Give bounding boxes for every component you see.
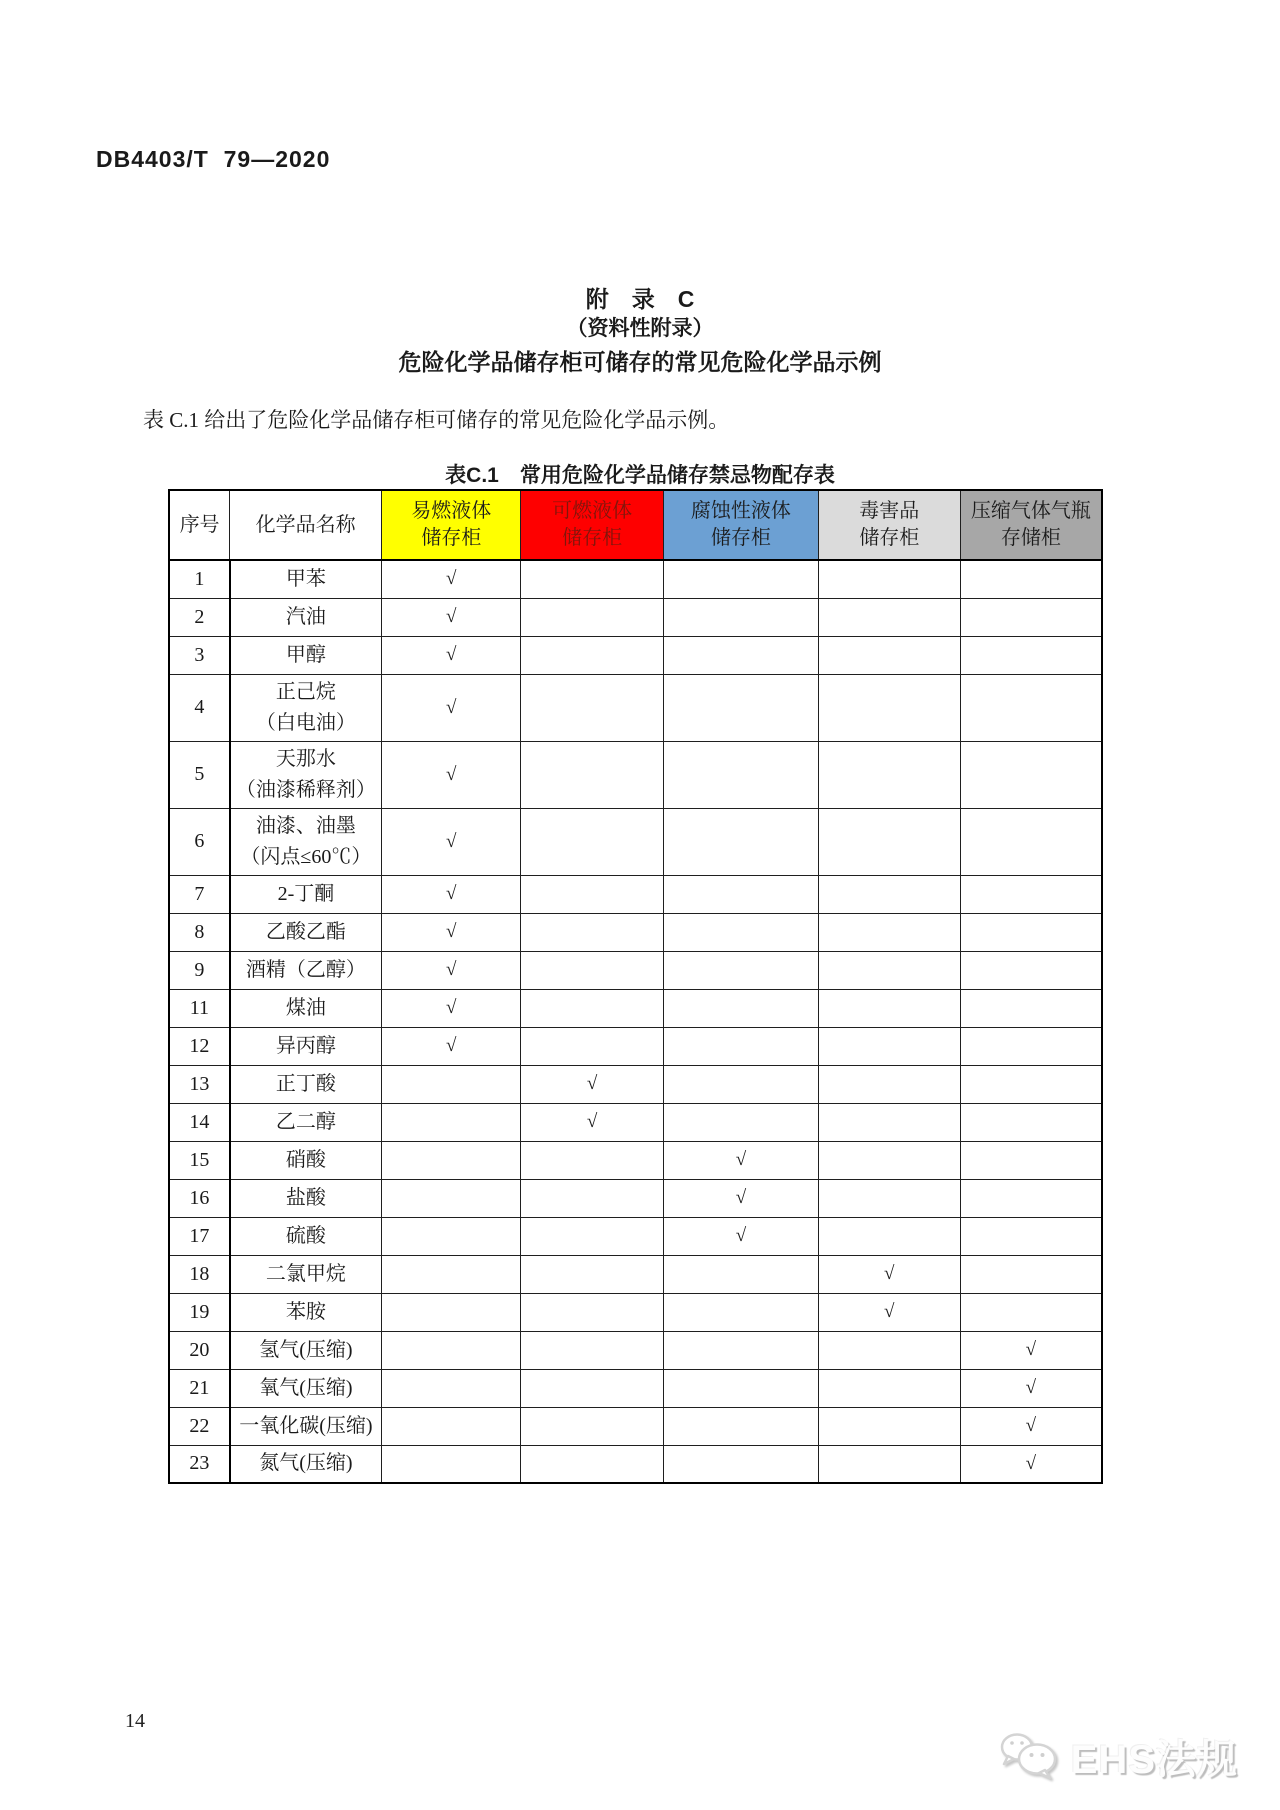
- empty-cell: [818, 560, 960, 598]
- check-mark-cell: √: [663, 1141, 818, 1179]
- empty-cell: [818, 875, 960, 913]
- empty-cell: [960, 598, 1102, 636]
- empty-cell: [818, 1445, 960, 1483]
- chemical-name-line: 氢气(压缩): [259, 1338, 353, 1361]
- table-row: [169, 808, 1102, 875]
- column-header-line: 存储柜: [1000, 527, 1061, 549]
- chemical-name-line: 硝酸: [285, 1148, 326, 1171]
- empty-cell: [521, 636, 664, 674]
- empty-cell: [521, 1293, 664, 1331]
- check-mark-cell: √: [663, 1179, 818, 1217]
- chemical-name-cell: [230, 1331, 382, 1369]
- empty-cell: [663, 1331, 818, 1369]
- chemical-name-line: 酒精（乙醇）: [245, 958, 366, 981]
- chemical-name-line: 正己烷: [275, 680, 336, 703]
- column-header-line: 储存柜: [859, 527, 920, 549]
- empty-cell: [818, 1407, 960, 1445]
- table-row: [169, 1369, 1102, 1407]
- chemical-name-line: 甲苯: [285, 567, 326, 590]
- check-mark-cell: √: [382, 875, 521, 913]
- column-header-compressed: [960, 490, 1102, 560]
- chemical-name-line: 煤油: [285, 996, 326, 1019]
- table-row: [169, 1445, 1102, 1483]
- empty-cell: [521, 989, 664, 1027]
- table-row: [169, 1407, 1102, 1445]
- empty-cell: [663, 1065, 818, 1103]
- check-mark-cell: √: [382, 989, 521, 1027]
- check-mark-cell: √: [818, 1255, 960, 1293]
- empty-cell: [960, 989, 1102, 1027]
- empty-cell: [663, 560, 818, 598]
- empty-cell: [960, 1027, 1102, 1065]
- empty-cell: [818, 1065, 960, 1103]
- column-header-flammable: [382, 490, 521, 560]
- empty-cell: [382, 1217, 521, 1255]
- row-number-cell: 6: [169, 808, 230, 875]
- empty-cell: [382, 1103, 521, 1141]
- document-code: DB4403/T 79—2020: [96, 146, 331, 172]
- table-row: [169, 560, 1102, 598]
- empty-cell: [663, 1293, 818, 1331]
- empty-cell: [521, 1179, 664, 1217]
- table-row: [169, 1103, 1102, 1141]
- empty-cell: [521, 808, 664, 875]
- empty-cell: [960, 1103, 1102, 1141]
- table-header-row: [169, 490, 1102, 560]
- empty-cell: [960, 1141, 1102, 1179]
- chemical-name-cell: [230, 808, 382, 875]
- empty-cell: [382, 1179, 521, 1217]
- row-number-cell: 5: [169, 741, 230, 808]
- row-number-cell: 11: [169, 989, 230, 1027]
- table-row: [169, 913, 1102, 951]
- check-mark-cell: √: [382, 808, 521, 875]
- table-row: [169, 1331, 1102, 1369]
- check-mark-cell: √: [960, 1407, 1102, 1445]
- chemical-name-line: 乙酸乙酯: [265, 920, 346, 943]
- row-number-cell: 17: [169, 1217, 230, 1255]
- chemical-name-line: （闪点≤60℃）: [240, 845, 372, 868]
- column-header-toxic: [818, 490, 960, 560]
- chemical-name-line: 乙二醇: [275, 1110, 336, 1133]
- empty-cell: [818, 913, 960, 951]
- empty-cell: [818, 598, 960, 636]
- chemical-name-cell: [230, 1445, 382, 1483]
- table-row: [169, 598, 1102, 636]
- chemical-name-cell: [230, 951, 382, 989]
- watermark: [995, 1730, 1238, 1782]
- row-number-cell: 18: [169, 1255, 230, 1293]
- check-mark-cell: √: [382, 636, 521, 674]
- wechat-logo-icon: [995, 1731, 1063, 1781]
- chemical-name-cell: [230, 875, 382, 913]
- empty-cell: [521, 560, 664, 598]
- empty-cell: [521, 1027, 664, 1065]
- table-row: [169, 741, 1102, 808]
- empty-cell: [521, 1255, 664, 1293]
- empty-cell: [521, 951, 664, 989]
- empty-cell: [521, 1141, 664, 1179]
- chemical-name-cell: [230, 1103, 382, 1141]
- chemical-name-line: （白电油）: [255, 711, 356, 734]
- row-number-cell: 14: [169, 1103, 230, 1141]
- empty-cell: [521, 598, 664, 636]
- empty-cell: [382, 1141, 521, 1179]
- chemical-name-cell: [230, 1141, 382, 1179]
- row-number-cell: 7: [169, 875, 230, 913]
- empty-cell: [521, 741, 664, 808]
- row-number-cell: 1: [169, 560, 230, 598]
- column-header-combustible: [521, 490, 664, 560]
- check-mark-cell: √: [663, 1217, 818, 1255]
- page-number: 14: [125, 1710, 145, 1732]
- table-row: [169, 674, 1102, 741]
- chemical-name-cell: [230, 1255, 382, 1293]
- empty-cell: [382, 1369, 521, 1407]
- empty-cell: [818, 1103, 960, 1141]
- empty-cell: [960, 1065, 1102, 1103]
- empty-cell: [663, 636, 818, 674]
- appendix-heading: 附 录 C: [585, 286, 695, 312]
- empty-cell: [663, 1103, 818, 1141]
- check-mark-cell: √: [960, 1369, 1102, 1407]
- table-row: [169, 1179, 1102, 1217]
- chemical-name-line: 苯胺: [285, 1300, 326, 1323]
- empty-cell: [818, 1027, 960, 1065]
- empty-cell: [382, 1331, 521, 1369]
- chemical-name-line: 天那水: [275, 747, 336, 770]
- empty-cell: [818, 808, 960, 875]
- check-mark-cell: √: [818, 1293, 960, 1331]
- empty-cell: [521, 1407, 664, 1445]
- chemical-name-cell: [230, 1027, 382, 1065]
- chemical-name-line: 异丙醇: [275, 1034, 336, 1057]
- check-mark-cell: √: [382, 951, 521, 989]
- empty-cell: [663, 1027, 818, 1065]
- empty-cell: [960, 1217, 1102, 1255]
- table-row: [169, 636, 1102, 674]
- empty-cell: [521, 674, 664, 741]
- empty-cell: [382, 1065, 521, 1103]
- chemical-name-cell: [230, 741, 382, 808]
- empty-cell: [521, 1369, 664, 1407]
- chemical-name-line: 2-丁酮: [277, 882, 335, 905]
- empty-cell: [960, 913, 1102, 951]
- check-mark-cell: √: [960, 1445, 1102, 1483]
- chemical-name-line: 正丁酸: [275, 1072, 336, 1095]
- empty-cell: [663, 808, 818, 875]
- column-header-corrosive: [663, 490, 818, 560]
- chemical-name-cell: [230, 1179, 382, 1217]
- chemical-name-cell: [230, 1407, 382, 1445]
- chemical-name-line: 盐酸: [285, 1186, 326, 1209]
- row-number-cell: 8: [169, 913, 230, 951]
- check-mark-cell: √: [382, 1027, 521, 1065]
- chemical-name-line: 氮气(压缩): [259, 1452, 353, 1475]
- column-header-line: 序号: [179, 513, 220, 536]
- empty-cell: [663, 1407, 818, 1445]
- empty-cell: [818, 1217, 960, 1255]
- column-header-line: 储存柜: [710, 527, 771, 549]
- empty-cell: [960, 560, 1102, 598]
- table-caption: 表C.1 常用危险化学品储存禁忌物配存表: [445, 464, 835, 487]
- row-number-cell: 16: [169, 1179, 230, 1217]
- empty-cell: [818, 674, 960, 741]
- empty-cell: [818, 1141, 960, 1179]
- chemical-name-line: 硫酸: [285, 1224, 326, 1247]
- empty-cell: [382, 1255, 521, 1293]
- empty-cell: [663, 913, 818, 951]
- column-header-name: [230, 490, 382, 560]
- table-row: [169, 1065, 1102, 1103]
- empty-cell: [960, 1179, 1102, 1217]
- chemical-name-line: 油漆、油墨: [255, 814, 356, 837]
- chemical-name-cell: [230, 1217, 382, 1255]
- row-number-cell: 19: [169, 1293, 230, 1331]
- empty-cell: [960, 741, 1102, 808]
- appendix-title: 危险化学品储存柜可储存的常见危险化学品示例: [398, 349, 882, 375]
- check-mark-cell: √: [382, 674, 521, 741]
- chemical-name-line: 氧气(压缩): [259, 1376, 353, 1399]
- column-header-line: 化学品名称: [255, 513, 356, 536]
- empty-cell: [818, 1179, 960, 1217]
- check-mark-cell: √: [382, 560, 521, 598]
- appendix-subheading: （资料性附录）: [566, 317, 714, 340]
- empty-cell: [663, 741, 818, 808]
- row-number-cell: 15: [169, 1141, 230, 1179]
- row-number-cell: 12: [169, 1027, 230, 1065]
- column-header-line: 压缩气体气瓶: [970, 500, 1091, 522]
- empty-cell: [960, 951, 1102, 989]
- empty-cell: [382, 1407, 521, 1445]
- column-header-line: 储存柜: [562, 527, 623, 549]
- empty-cell: [663, 951, 818, 989]
- table-row: [169, 989, 1102, 1027]
- chemical-name-cell: [230, 560, 382, 598]
- column-header-line: 易燃液体: [411, 500, 492, 522]
- table-row: [169, 1255, 1102, 1293]
- row-number-cell: 21: [169, 1369, 230, 1407]
- row-number-cell: 9: [169, 951, 230, 989]
- empty-cell: [382, 1293, 521, 1331]
- empty-cell: [382, 1445, 521, 1483]
- empty-cell: [663, 674, 818, 741]
- empty-cell: [960, 636, 1102, 674]
- watermark-label: EHS法规: [1070, 1737, 1238, 1782]
- check-mark-cell: √: [382, 913, 521, 951]
- empty-cell: [818, 1331, 960, 1369]
- column-header-line: 储存柜: [421, 527, 482, 549]
- chemical-name-cell: [230, 1369, 382, 1407]
- empty-cell: [818, 951, 960, 989]
- empty-cell: [960, 1293, 1102, 1331]
- chemical-name-line: 甲醇: [285, 643, 326, 666]
- chemical-name-line: 一氧化碳(压缩): [239, 1414, 373, 1437]
- row-number-cell: 13: [169, 1065, 230, 1103]
- empty-cell: [818, 1369, 960, 1407]
- empty-cell: [818, 636, 960, 674]
- chemical-name-cell: [230, 1293, 382, 1331]
- empty-cell: [663, 1445, 818, 1483]
- empty-cell: [521, 913, 664, 951]
- chemical-name-line: 二氯甲烷: [265, 1262, 346, 1285]
- chemical-name-line: 汽油: [285, 605, 326, 628]
- table-row: [169, 1141, 1102, 1179]
- empty-cell: [818, 989, 960, 1027]
- table-header: [169, 490, 1102, 560]
- chemical-name-line: （油漆稀释剂）: [235, 778, 376, 801]
- column-header-line: 毒害品: [859, 500, 920, 522]
- empty-cell: [663, 875, 818, 913]
- row-number-cell: 3: [169, 636, 230, 674]
- chemical-name-cell: [230, 989, 382, 1027]
- empty-cell: [663, 1369, 818, 1407]
- table-row: [169, 1217, 1102, 1255]
- row-number-cell: 2: [169, 598, 230, 636]
- empty-cell: [663, 598, 818, 636]
- intro-paragraph: 表 C.1 给出了危险化学品储存柜可储存的常见危险化学品示例。: [143, 408, 730, 432]
- column-header-line: 腐蚀性液体: [690, 500, 791, 522]
- chemical-name-cell: [230, 636, 382, 674]
- row-number-cell: 4: [169, 674, 230, 741]
- check-mark-cell: √: [521, 1065, 664, 1103]
- table-row: [169, 875, 1102, 913]
- empty-cell: [521, 1331, 664, 1369]
- chemical-name-cell: [230, 913, 382, 951]
- empty-cell: [663, 989, 818, 1027]
- empty-cell: [521, 1445, 664, 1483]
- check-mark-cell: √: [521, 1103, 664, 1141]
- chemical-name-cell: [230, 674, 382, 741]
- chemical-storage-table: [168, 489, 1103, 1484]
- check-mark-cell: √: [960, 1331, 1102, 1369]
- empty-cell: [818, 741, 960, 808]
- table-row: [169, 1293, 1102, 1331]
- chemical-name-cell: [230, 1065, 382, 1103]
- row-number-cell: 22: [169, 1407, 230, 1445]
- table-row: [169, 951, 1102, 989]
- empty-cell: [960, 1255, 1102, 1293]
- empty-cell: [521, 875, 664, 913]
- check-mark-cell: √: [382, 741, 521, 808]
- row-number-cell: 20: [169, 1331, 230, 1369]
- empty-cell: [521, 1217, 664, 1255]
- table-row: [169, 1027, 1102, 1065]
- empty-cell: [663, 1255, 818, 1293]
- column-header-no: [169, 490, 230, 560]
- table-body: [169, 560, 1102, 1483]
- check-mark-cell: √: [382, 598, 521, 636]
- column-header-line: 可燃液体: [552, 500, 633, 522]
- row-number-cell: 23: [169, 1445, 230, 1483]
- empty-cell: [960, 808, 1102, 875]
- chemical-name-cell: [230, 598, 382, 636]
- empty-cell: [960, 875, 1102, 913]
- empty-cell: [960, 674, 1102, 741]
